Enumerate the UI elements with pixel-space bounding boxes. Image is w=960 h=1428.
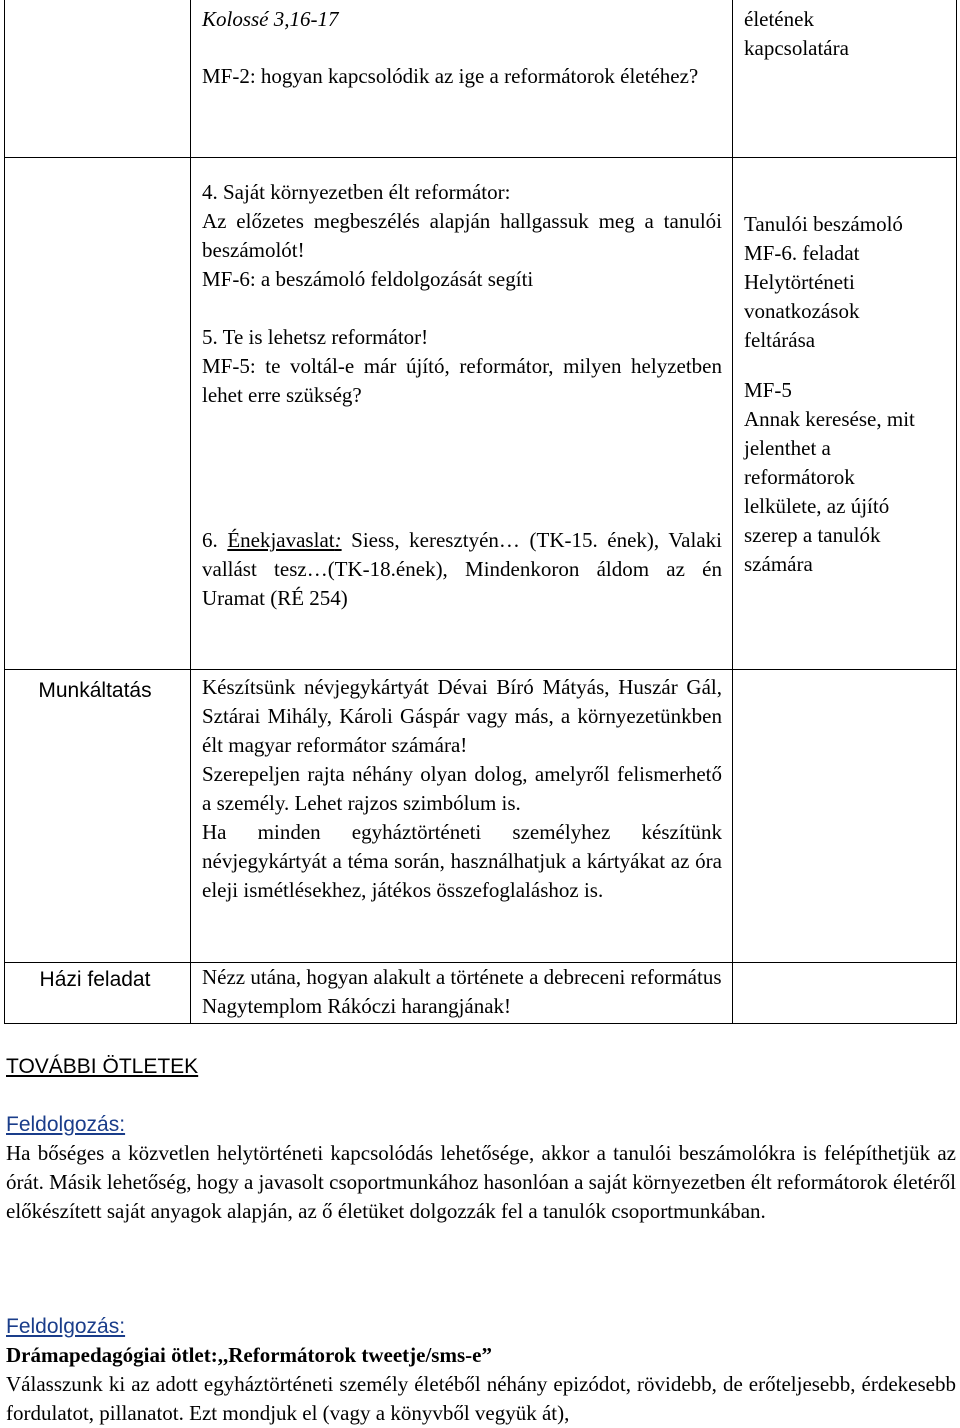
row1-right-cell (744, 5, 949, 63)
right-student-report: Tanulói beszámoló (744, 212, 903, 236)
row3-paragraph-2: Szerepeljen rajta néhány olyan dolog, amelyről felismerhető a személy. Lehet rajzos szimbólum is. (202, 762, 722, 815)
item4-text: Az előzetes megbeszélés alapján hallgassuk meg a tanulói beszámolót! (202, 209, 722, 262)
further-ideas-heading: TOVÁBBI ÖTLETEK (6, 1055, 199, 1078)
right-mf5: MF-5 (744, 378, 792, 402)
row4-middle-cell (202, 963, 722, 1021)
item5-title: 5. Te is lehetsz reformátor! (202, 325, 429, 349)
row3-paragraph-1: Készítsünk névjegykártyát Dévai Bíró Mátyás, Huszár Gál, Sztárai Mihály, Károli Gáspár vagy más, a környezetünkben élt magyar reformátor számára! (202, 675, 722, 757)
item6-prefix: 6. (202, 528, 228, 552)
item6-song-suggestion (202, 526, 722, 613)
processing-block-2 (6, 1312, 956, 1428)
row1-middle-cell (202, 5, 722, 91)
right-local-history: Helytörténeti vonatkozások feltárása (744, 270, 860, 352)
processing-title-1: Feldolgozás: (6, 1113, 126, 1136)
table-col1-border (190, 0, 191, 1024)
item6-label: Énekjavaslat (227, 528, 335, 552)
right-mf6-task: MF-6. feladat (744, 241, 860, 265)
processing-block-1 (6, 1110, 956, 1226)
row3-middle-cell (202, 673, 722, 905)
drama-idea-title: Drámapedagógiai ötlet:,,Reformátorok tweetje/sms-e” (6, 1343, 492, 1367)
row1-right-text: életének kapcsolatára (744, 7, 849, 60)
homework-text: Nézz utána, hogyan alakult a története a debreceni református Nagytemplom Rákóczi harangjának! (202, 965, 722, 1018)
row-divider-2 (4, 669, 957, 670)
row2-right-cell (744, 210, 934, 579)
further-ideas-section (6, 1052, 956, 1081)
row2-middle-cell (202, 178, 722, 613)
table-col2-border (732, 0, 733, 1024)
bible-reference: Kolossé 3,16-17 (202, 7, 339, 31)
table-left-border (4, 0, 5, 1024)
table-bottom-border (4, 1023, 957, 1024)
mf2-question: MF-2: hogyan kapcsolódik az ige a reformátorok életéhez? (202, 64, 699, 88)
item4-title: 4. Saját környezetben élt reformátor: (202, 180, 511, 204)
item6-colon: : (334, 528, 342, 552)
table-right-border (956, 0, 957, 1024)
right-innovator-search: Annak keresése, mit jelenthet a reformátorok lelkülete, az újító szerep a tanulók számára (744, 407, 915, 576)
row3-label-munkaltatas: Munkáltatás (38, 679, 152, 702)
row4-label-hazi-feladat: Házi feladat (39, 968, 151, 991)
processing-title-2: Feldolgozás: (6, 1315, 126, 1338)
mf5-question: MF-5: te voltál-e már újító, reformátor, milyen helyzetben lehet erre szükség? (202, 354, 722, 407)
row-divider-1 (4, 157, 957, 158)
row3-paragraph-3: Ha minden egyháztörténeti személyhez készítünk névjegykártyát a téma során, használhatjuk a kártyákat az óra eleji ismétlésekhez, játékos összefoglaláshoz is. (202, 820, 722, 902)
drama-idea-text: Válasszunk ki az adott egyháztörténeti személy életéből néhány epizódot, rövidebb, de erőteljesebb, érdekesebb fordulatot, pillanatot. Ezt mondjuk el (vagy a könyvből vegyük át), (6, 1372, 956, 1425)
processing-text-1: Ha bőséges a közvetlen helytörténeti kapcsolódás lehetősége, akkor a tanulói beszámolókra is felépíthetjük az órát. Másik lehetőség, hogy a javasolt csoportmunkához hasonlóan a saját környezetben élt reformátorok életéről előkészített saját anyagok alapján, az ő életüket dolgozzák fel a tanulók csoportmunkában. (6, 1141, 956, 1223)
mf6-note: MF-6: a beszámoló feldolgozását segíti (202, 267, 534, 291)
item6-text: Siess, keresztyén… (TK-15. ének), Valaki vallást tesz…(TK-18.ének), Mindenkoron áldom az én Uramat (RÉ 254) (202, 528, 722, 610)
